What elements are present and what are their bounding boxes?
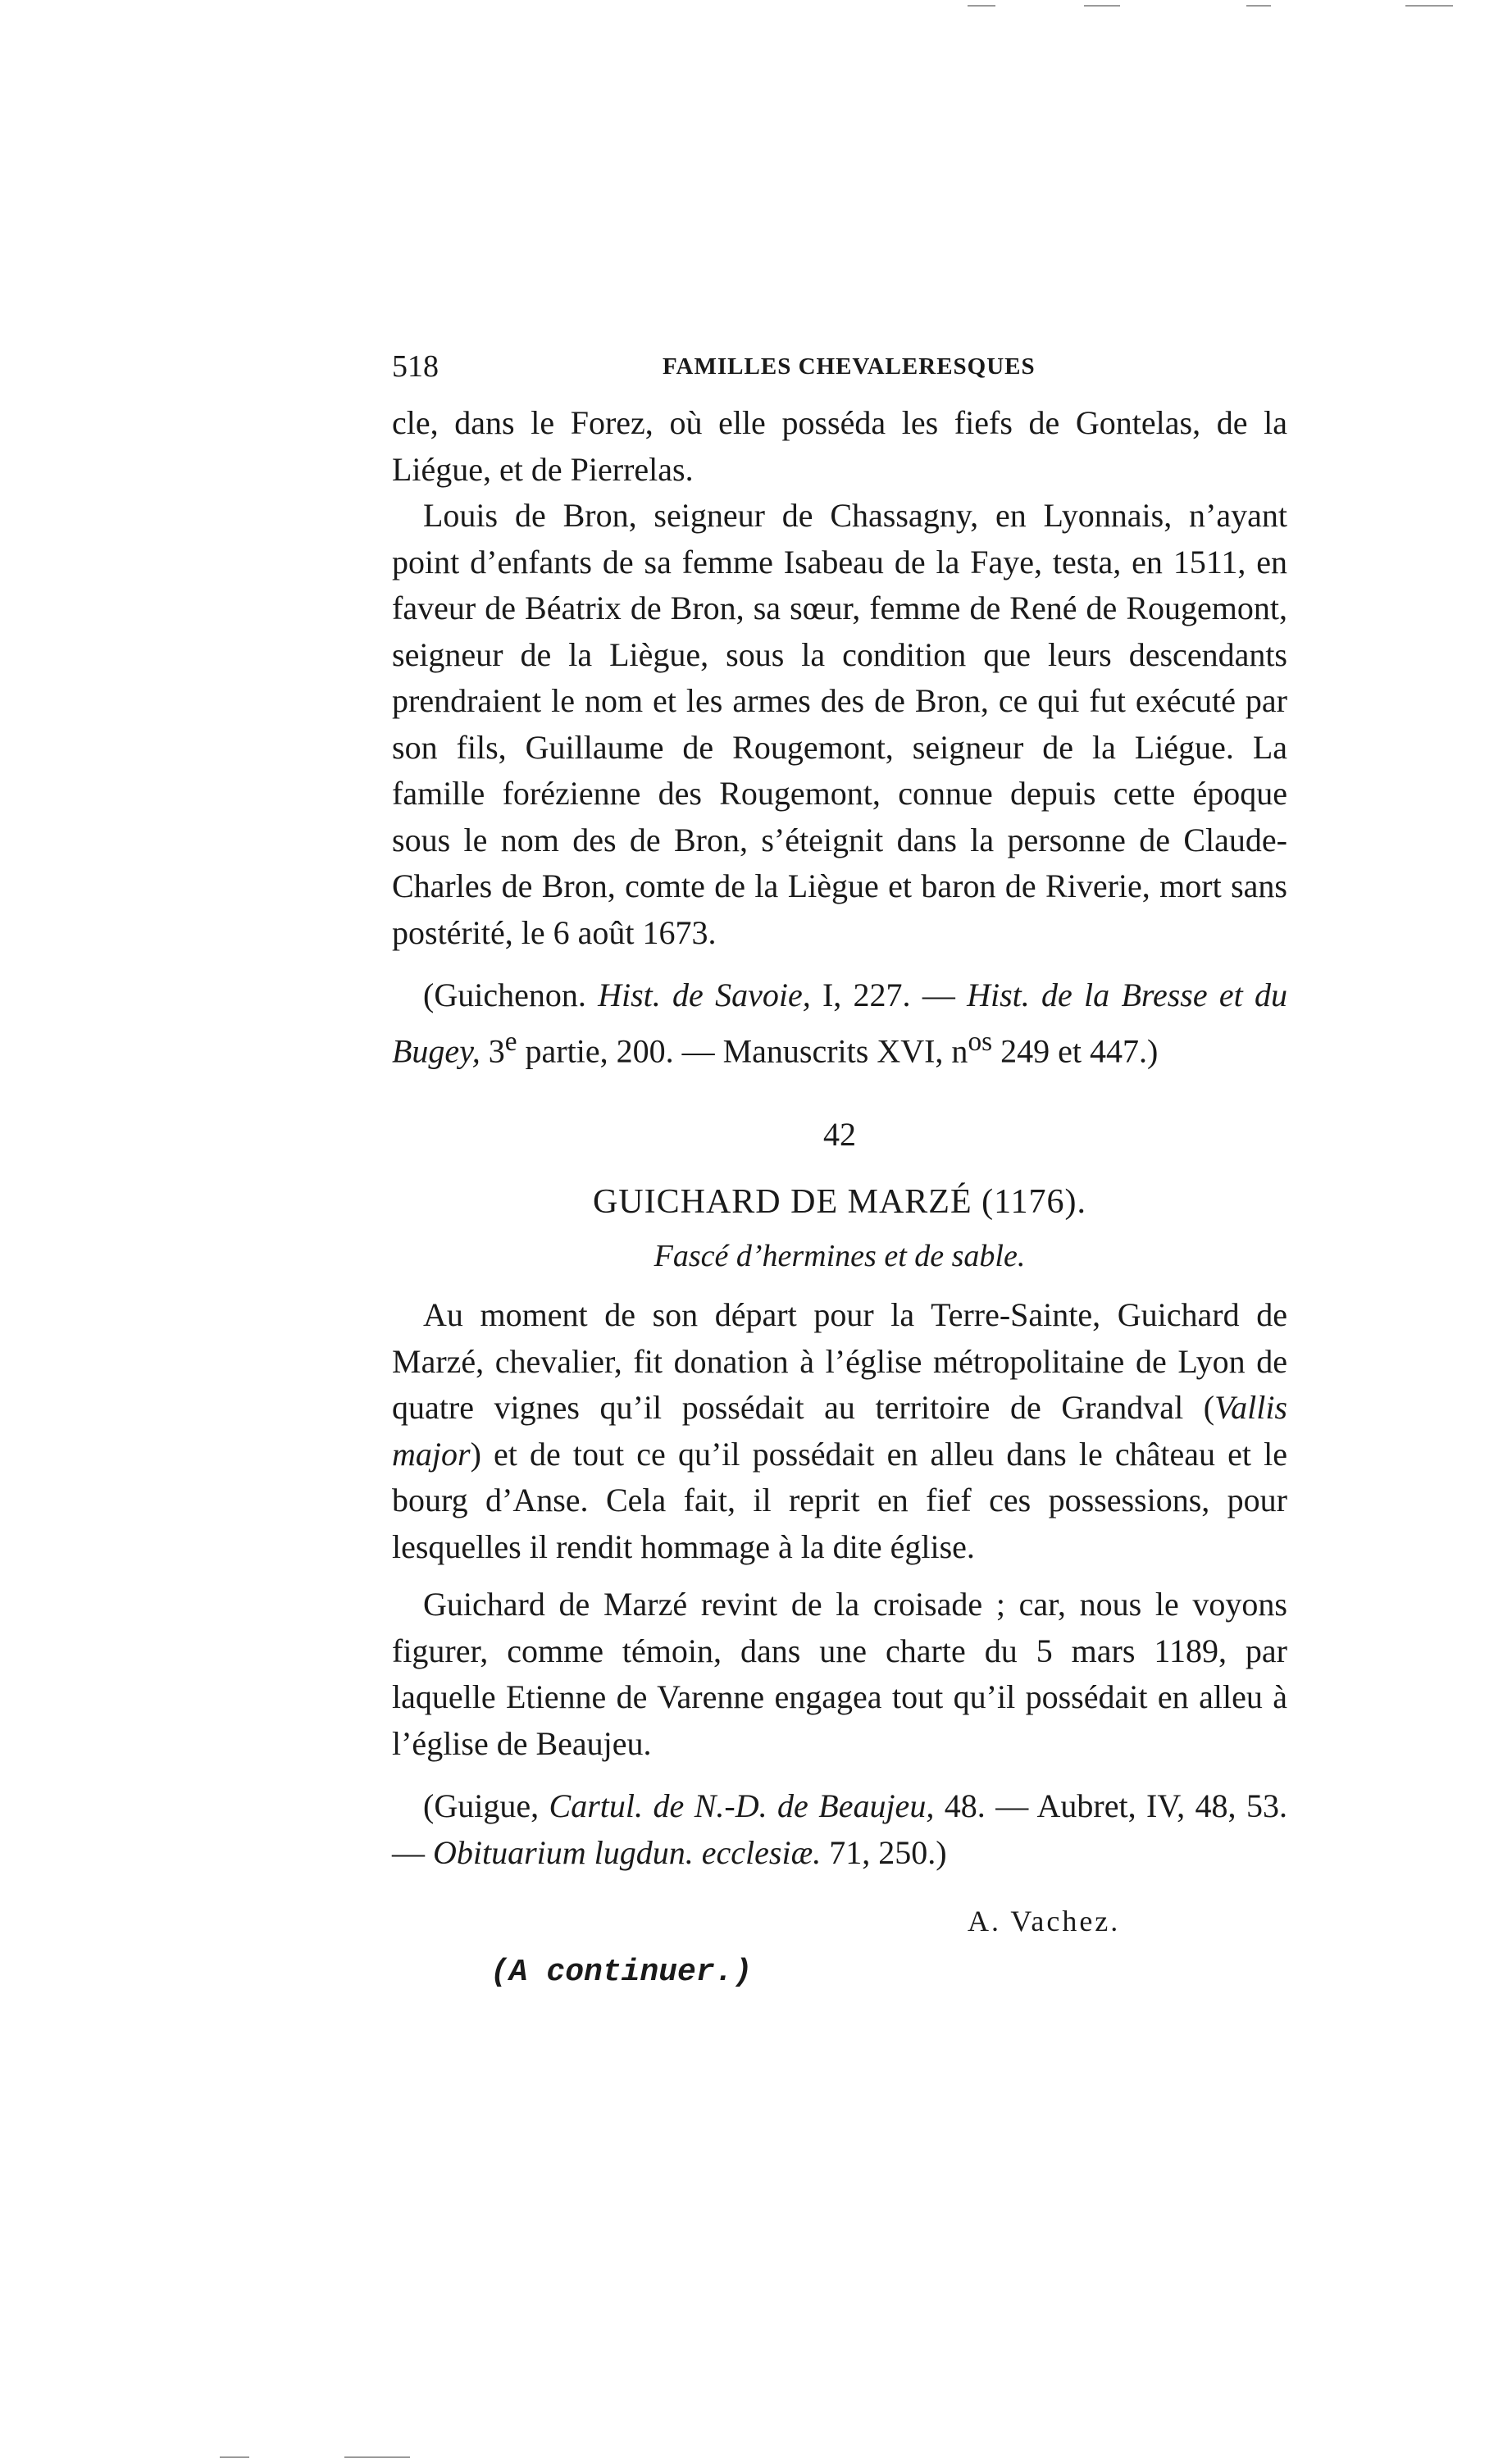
running-title: FAMILLES CHEVALERESQUES	[663, 353, 1036, 380]
continuation-paragraph: cle, dans le Forez, où elle posséda les fiefs de Gontelas, de la Liégue, et de Pierrelas.	[392, 404, 1287, 488]
top-text-block	[392, 400, 1287, 1074]
body-paragraph: Guichard de Marzé revint de la croisade ; car, nous le voyons figurer, comme témoin, dans une charte du 5 mars 1189, par laquelle Etienne de Varenne engagea tout qu’il possédait en alleu à l’église de Beaujeu.	[392, 1586, 1287, 1762]
section-number: 42	[823, 1116, 856, 1153]
section-text-block	[392, 1292, 1287, 1876]
scan-artifact-bottom	[220, 2456, 249, 2458]
citation-title: Hist. de Savoie,	[598, 977, 811, 1013]
citation-title: Obituarium lugdun. ecclesiæ.	[433, 1833, 822, 1871]
body-paragraph: Louis de Bron, seigneur de Chassagny, en Lyonnais, n’ayant point d’enfants de sa femme Isabeau de la Faye, testa, en 1511, en faveur de Béatrix de Bron, sa sœur, femme de René de Rougemont, seigneur de la Liègue, sous la condition que leurs descendants prendraient le nom et les armes des de Bron, ce qui fut exécuté par son fils, Guillaume de Rougemont, seigneur de la Liégue. La famille forézienne des Rougemont, connue depuis cette époque sous le nom des de Bron, s’éteignit dans la personne de Claude-Charles de Bron, comte de la Liègue et baron de Riverie, mort sans postérité, le 6 août 1673.	[392, 497, 1287, 951]
scan-artifact-top	[968, 5, 995, 7]
scan-artifact-bottom	[344, 2456, 410, 2458]
page-number: 518	[392, 349, 439, 384]
citation-title: Hist. de la Bresse et du Bugey,	[392, 977, 1287, 1069]
citation-title: Cartul. de N.-D. de Beaujeu,	[549, 1787, 935, 1824]
running-head	[392, 348, 1287, 389]
body-paragraph: Au moment de son départ pour la Terre-Sainte, Guichard de Marzé, chevalier, fit donation à l’église métropolitaine de Lyon de quatre vignes qu’il possédait au territoire de Grandval (Vallis major) et de tout ce qu’il possédait en alleu dans le château et le bourg d’Anse. Cela fait, il reprit en fief ces possessions, pour lesquelles il rendit hommage à la dite église.	[392, 1296, 1287, 1565]
source-citation: (Guigue, Cartul. de N.-D. de Beaujeu, 48. — Aubret, IV, 48, 53. — Obituarium lugdun. ecclesiæ. 71, 250.)	[392, 1787, 1288, 1871]
scan-artifact-top	[1405, 5, 1453, 7]
scan-artifact-top	[1084, 5, 1120, 7]
scan-artifact-top	[1246, 5, 1271, 7]
to-be-continued-note: (A continuer.)	[490, 1955, 753, 1990]
section-heading: GUICHARD DE MARZÉ (1176).	[592, 1183, 1087, 1221]
section-blazon: Fascé d’hermines et de sable.	[654, 1239, 1026, 1273]
source-citation: (Guichenon. Hist. de Savoie, I, 227. — Hist. de la Bresse et du Bugey, 3e partie, 200. — Manuscrits XVI, $n^{os}$ 249 et 447.)	[392, 977, 1287, 1069]
latin-term: Vallis major	[392, 1389, 1287, 1473]
author-signature: A. Vachez.	[968, 1905, 1121, 1937]
